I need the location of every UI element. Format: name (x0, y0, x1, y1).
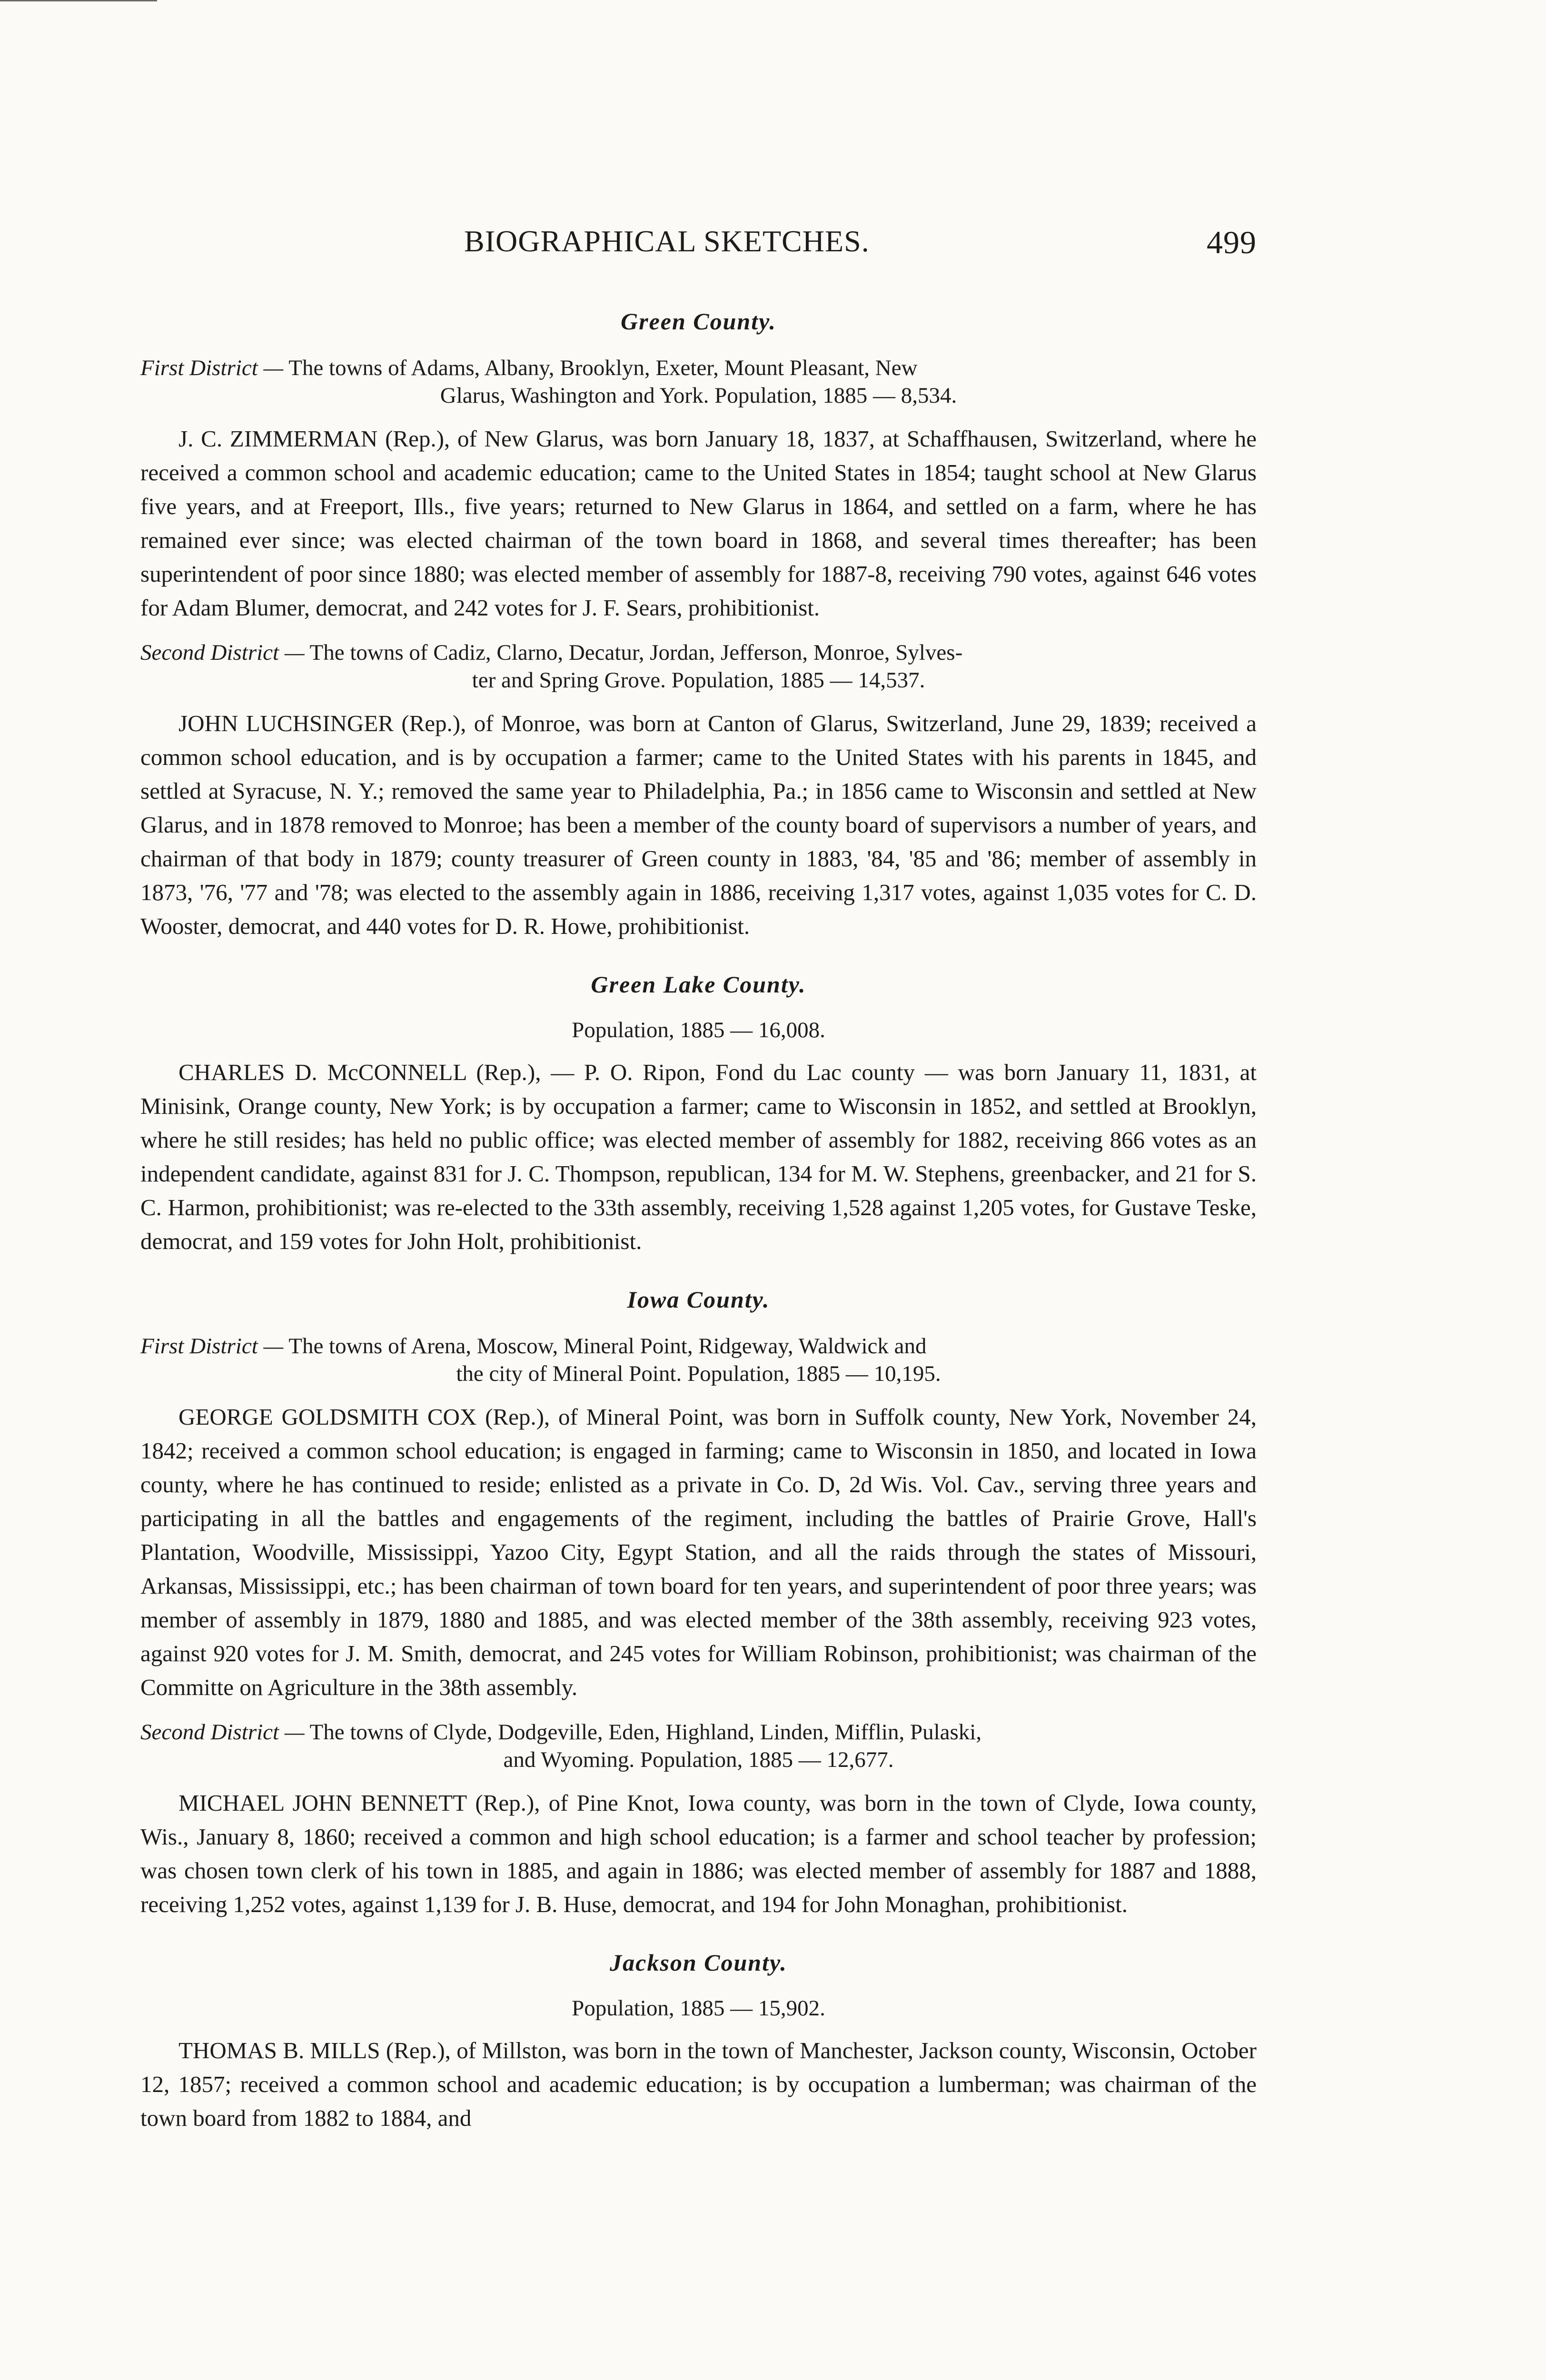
sketch-mcconnell: CHARLES D. McCONNELL (Rep.), — P. O. Ripon, Fond du Lac county — was born January 11, 1831, at Minisink, Orange county, New York; is by occupation a farmer; came to Wisconsin in 1852, and settled at Brooklyn, where he still resides; has held no public office; was elected member of assembly for 1882, receiving 866 votes as an independent candidate, against 831 for J. C. Thompson, republican, 134 for M. W. Stephens, greenbacker, and 21 for S. C. Harmon, prohibitionist; was re-elected to the 33th assembly, receiving 1,528 against 1,205 votes, for Gustave Teske, democrat, and 159 votes for John Holt, prohibitionist. (140, 1059, 1257, 1254)
page-header (140, 224, 1257, 276)
sketch-zimmerman: J. C. ZIMMERMAN (Rep.), of New Glarus, was born January 18, 1837, at Schaffhausen, Switzerland, where he received a common school and academic education; came to the United States in 1854; taught school at New Glarus five years, and at Freeport, Ills., five years; returned to New Glarus in 1864, and settled on a farm, where he has remained ever since; was elected chairman of the town board in 1868, and several times thereafter; has been superintendent of poor since 1880; was elected member of assembly for 1887-8, receiving 790 votes, against 646 votes for Adam Blumer, democrat, and 242 votes for J. F. Sears, prohibitionist. (140, 426, 1257, 621)
county-heading-jackson: Jackson County. (610, 1949, 787, 1976)
page-number: 499 (1207, 224, 1257, 260)
district-green-1 (140, 354, 1257, 409)
district-towns: The towns of Arena, Moscow, Mineral Point, Ridgeway, Waldwick and (283, 1334, 927, 1359)
district-iowa-1 (140, 1332, 1257, 1388)
district-towns-continued: and Wyoming. Population, 1885 — 12,677. (503, 1747, 894, 1772)
county-heading-green: Green County. (621, 308, 776, 335)
district-towns: The towns of Cadiz, Clarno, Decatur, Jordan, Jefferson, Monroe, Sylves- (304, 640, 963, 665)
book-page (140, 224, 1257, 2149)
district-towns-continued: the city of Mineral Point. Population, 1885 — 10,195. (456, 1361, 941, 1386)
population-green-lake: Population, 1885 — 16,008. (572, 1018, 825, 1042)
sketch-cox: GEORGE GOLDSMITH COX (Rep.), of Mineral Point, was born in Suffolk county, New York, November 24, 1842; received a common school education; is engaged in farming; came to Wisconsin in 1850, and located in Iowa county, where he has continued to reside; enlisted as a private in Co. D, 2d Wis. Vol. Cav., serving three years and participating in all the battles and engagements of the regiment, including the battles of Prairie Grove, Hall's Plantation, Woodville, Mississippi, Yazoo City, Egypt Station, and all the raids through the states of Missouri, Arkansas, Mississippi, etc.; has been chairman of town board for ten years, and superintendent of poor three years; was member of assembly in 1879, 1880 and 1885, and was elected member of the 38th assembly, receiving 923 votes, against 920 votes for J. M. Smith, democrat, and 245 votes for William Robinson, prohibitionist; was chairman of the Committe on Agriculture in the 38th assembly. (140, 1404, 1257, 1700)
county-heading-green-lake: Green Lake County. (591, 971, 806, 998)
district-label: Second District — (140, 640, 305, 665)
sketch-luchsinger: JOHN LUCHSINGER (Rep.), of Monroe, was born at Canton of Glarus, Switzerland, June 29, 1839; received a common school education, and is by occupation a farmer; came to the United States with his parents in 1845, and settled at Syracuse, N. Y.; removed the same year to Philadelphia, Pa.; in 1856 came to Wisconsin and settled at New Glarus, and in 1878 removed to Monroe; has been a member of the county board of supervisors a number of years, and chairman of that body in 1879; county treasurer of Green county in 1883, '84, '85 and '86; member of assembly in 1873, '76, '77 and '78; was elected to the assembly again in 1886, receiving 1,317 votes, against 1,035 votes for C. D. Wooster, democrat, and 440 votes for D. R. Howe, prohibitionist. (140, 710, 1257, 939)
sketch-bennett: MICHAEL JOHN BENNETT (Rep.), of Pine Knot, Iowa county, was born in the town of Clyde, Iowa county, Wis., January 8, 1860; received a common and high school education; is a farmer and school teacher by profession; was chosen town clerk of his town in 1885, and again in 1886; was elected member of assembly for 1887 and 1888, receiving 1,252 votes, against 1,139 for J. B. Huse, democrat, and 194 for John Monaghan, prohibitionist. (140, 1790, 1257, 1917)
district-towns-continued: Glarus, Washington and York. Population, 1885 — 8,534. (440, 383, 957, 408)
sketch-mills: THOMAS B. MILLS (Rep.), of Millston, was born in the town of Manchester, Jackson county, Wisconsin, October 12, 1857; received a common school and academic education; is by occupation a lumberman; was chairman of the town board from 1882 to 1884, and (140, 2037, 1257, 2131)
county-heading-iowa: Iowa County. (627, 1286, 770, 1313)
district-towns: The towns of Adams, Albany, Brooklyn, Exeter, Mount Pleasant, New (283, 356, 918, 380)
district-iowa-2 (140, 1718, 1257, 1774)
district-green-2 (140, 639, 1257, 694)
running-head: BIOGRAPHICAL SKETCHES. (464, 224, 870, 258)
district-label: First District — (140, 356, 284, 380)
district-label: Second District — (140, 1720, 305, 1745)
page-edge-rule (0, 0, 157, 5)
district-towns: The towns of Clyde, Dodgeville, Eden, Highland, Linden, Mifflin, Pulaski, (304, 1720, 982, 1745)
district-towns-continued: ter and Spring Grove. Population, 1885 — 14,537. (472, 668, 925, 693)
district-label: First District — (140, 1334, 284, 1359)
population-jackson: Population, 1885 — 15,902. (572, 1996, 825, 2021)
